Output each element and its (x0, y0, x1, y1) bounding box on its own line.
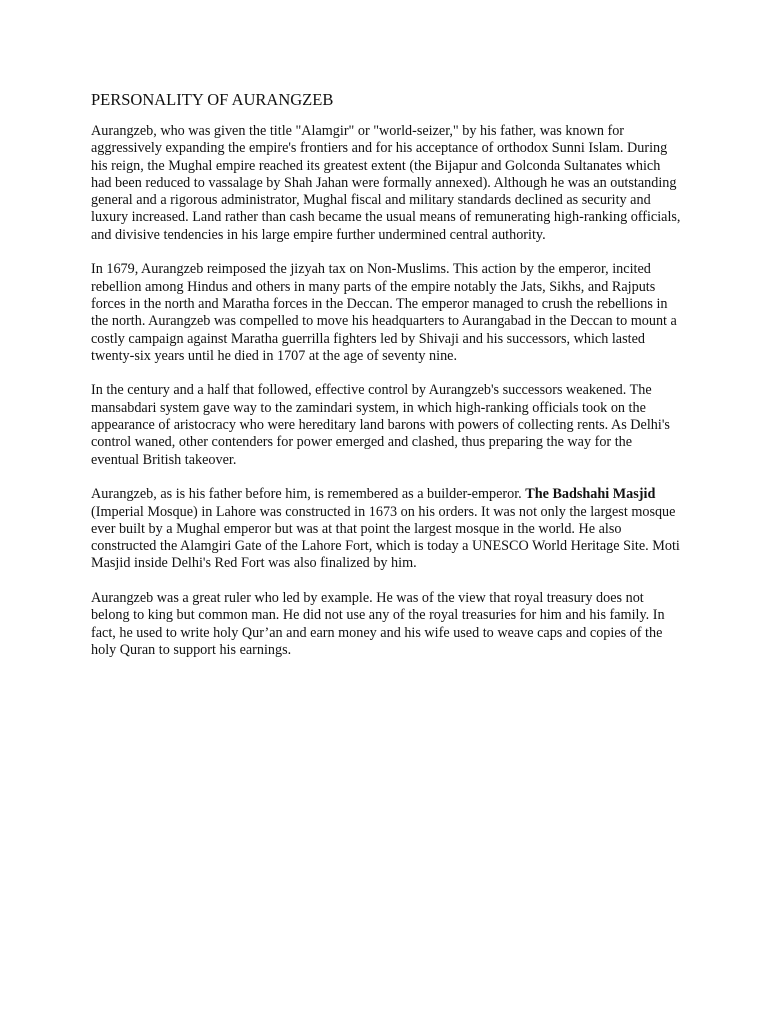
paragraph-builder (91, 486, 681, 572)
paragraph-successors: In the century and a half that followed, effective control by Aurangzeb's successors weakened. The mansabdari system gave way to the zamindari system, in which high-ranking officials took on the appearance of aristocracy who were hereditary land barons with powers of collecting rents. As Delhi's control waned, other contenders for power emerged and clashed, thus preparing the way for the eventual British takeover. (91, 382, 670, 468)
paragraph-ruler: Aurangzeb was a great ruler who led by example. He was of the view that royal treasury does not belong to king but common man. He did not use any of the royal treasuries for him and his family. In fact, he used to write holy Qur’an and earn money and his wife used to weave caps and copies of the holy Quran to support his earnings. (91, 590, 665, 658)
paragraph-builder-rest: (Imperial Mosque) in Lahore was constructed in 1673 on his orders. It was not only the largest mosque ever built by a Mughal emperor but was at that point the largest mosque in the world. He also constructed the Alamgiri Gate of the Lahore Fort, which is today a UNESCO World Heritage Site. Moti Masjid inside Delhi's Red Fort was also finalized by him. (91, 503, 680, 572)
paragraph-jizyah: In 1679, Aurangzeb reimposed the jizyah tax on Non-Muslims. This action by the emperor, incited rebellion among Hindus and others in many parts of the empire notably the Jats, Sikhs, and Rajputs forces in the north and Maratha forces in the Deccan. The emperor managed to crush the rebellions in the north. Aurangzeb was compelled to move his headquarters to Aurangabad in the Deccan to mount a costly campaign against Maratha guerrilla fighters led by Shivaji and his successors, which lasted twenty-six years until he died in 1707 at the age of seventy nine. (91, 261, 677, 364)
document-body (91, 89, 681, 677)
badshahi-masjid-bold: The Badshahi Masjid (525, 486, 656, 503)
paragraph-builder-intro: Aurangzeb, as is his father before him, is remembered as a builder-emperor. (91, 486, 526, 503)
page-title: PERSONALITY OF AURANGZEB (91, 90, 334, 109)
paragraph-reign: Aurangzeb, who was given the title "Alamgir" or "world-seizer," by his father, was known for aggressively expanding the empire's frontiers and for his acceptance of orthodox Sunni Islam. During his reign, the Mughal empire reached its greatest extent (the Bijapur and Golconda Sultanates which had been reduced to vassalage by Shah Jahan were formally annexed). Although he was an outstanding general and a rigorous administrator, Mughal fiscal and military standards declined as security and luxury increased. Land rather than cash became the usual means of remunerating high-ranking officials, and divisive tendencies in his large empire further undermined central authority. (91, 123, 681, 243)
